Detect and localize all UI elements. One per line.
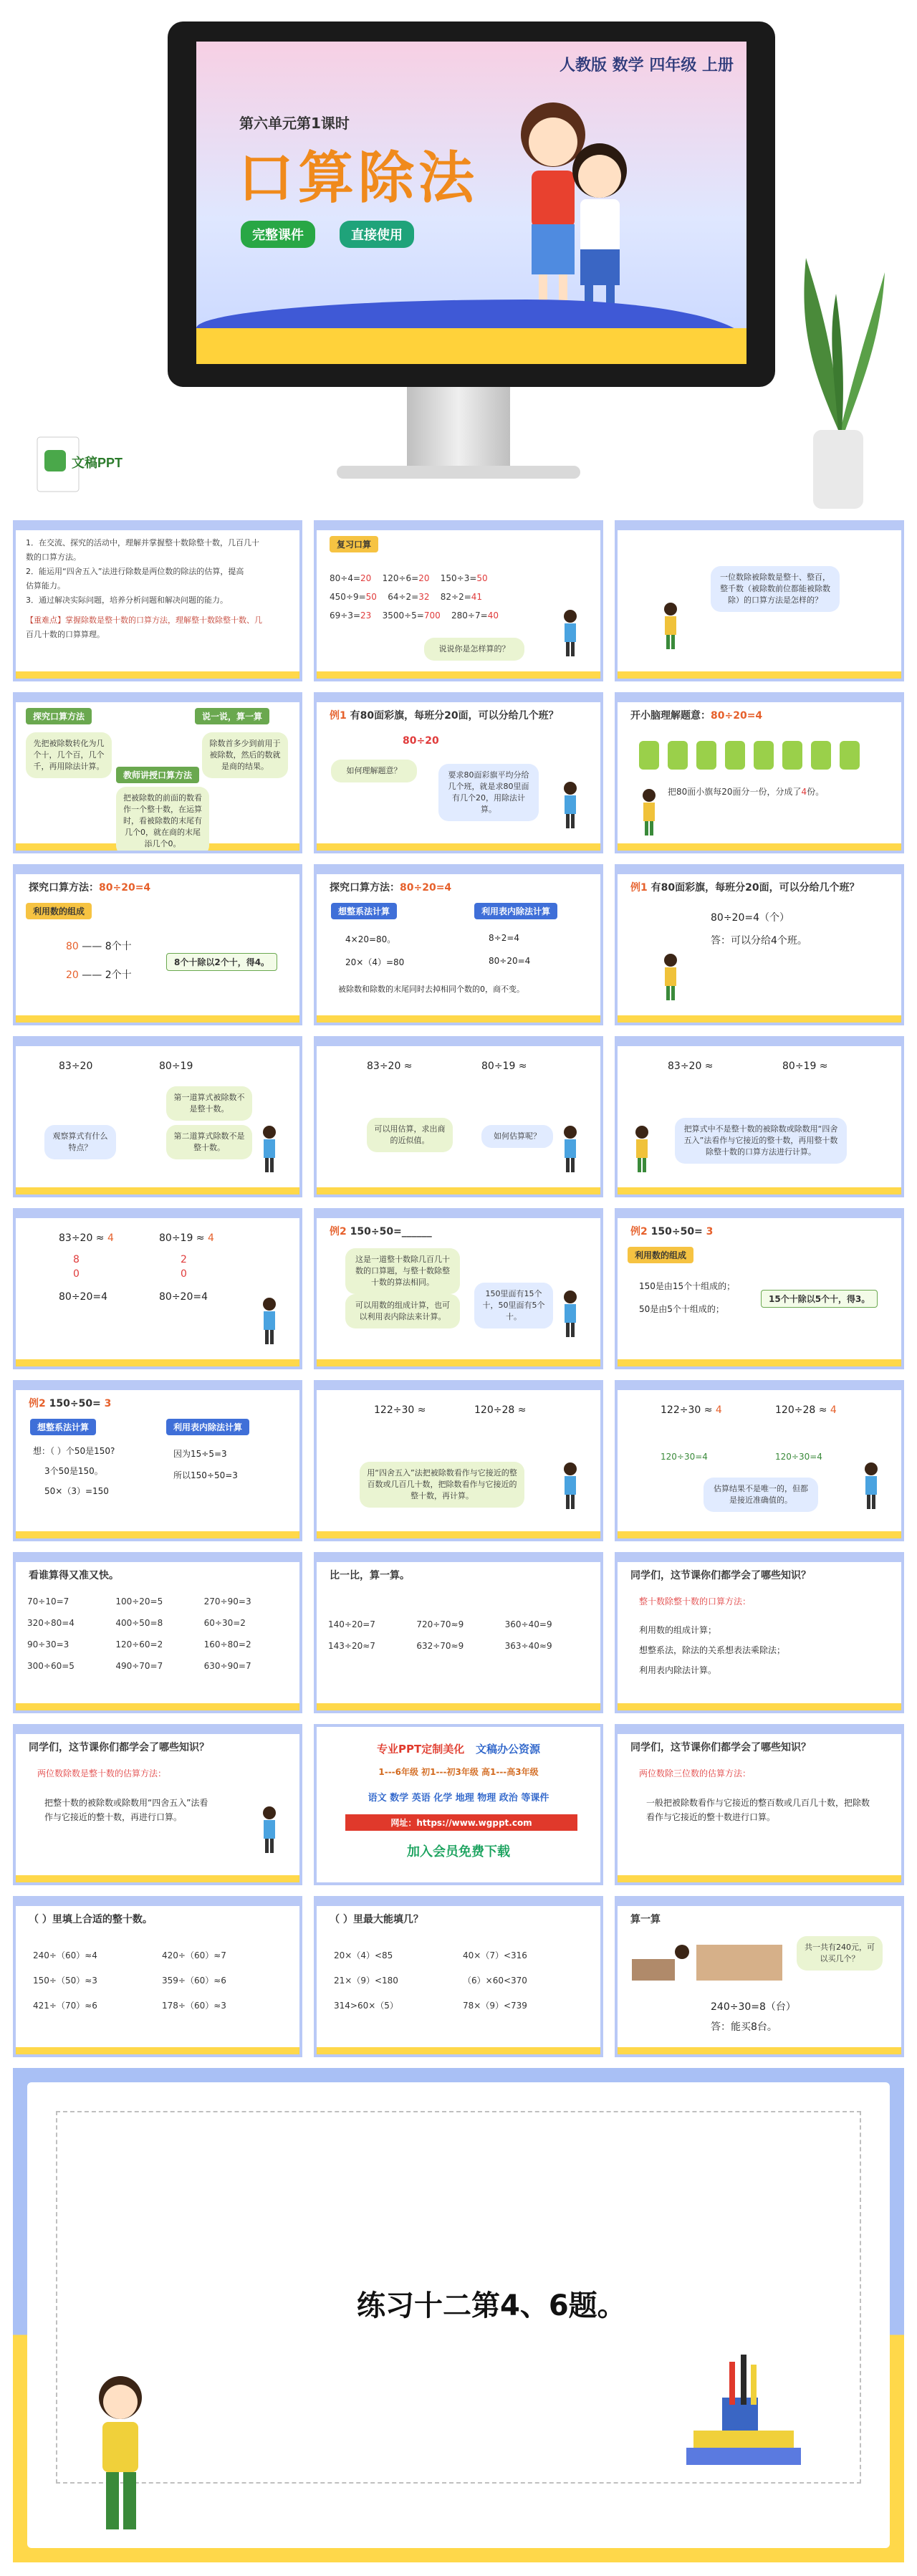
store-illustration <box>632 1930 797 1988</box>
answer-text: 答：可以分给4个班。 <box>711 935 807 947</box>
summary-note: 被除数和除数的末尾同时去掉相同个数的0，商不变。 <box>338 985 524 994</box>
section-tag: 利用数的组成 <box>26 903 92 919</box>
speech-bubble: 说说你是怎样算的？ <box>424 638 524 661</box>
lesson-title: 口算除法 <box>238 146 479 211</box>
equation: 80÷20 <box>403 735 439 747</box>
slide-fill-tens: （ ）里填上合适的整十数。 240÷（60）≈4 420÷（60）≈7 150÷（50）≈3 359÷（60）≈6 421÷（70）≈6 178÷（60）≈3 <box>13 1896 302 2057</box>
method-bubble: 把被除数的前面的数看作一个整十数，在运算时，看被除数的末尾有几个0，就在商的末尾添几个0。 <box>116 787 209 853</box>
section-tag: 探究口算方法 <box>26 708 92 724</box>
slide-example1: 例1 有80面彩旗，每班分20面，可以分给几个班？ 80÷20 如何理解题意？ 要求80面彩旗平均分给几个班，就是求80里面有几个20，用除法计算。 <box>314 692 603 853</box>
speech-bubble: 可以用估算，求出商的近似值。 <box>367 1118 453 1152</box>
speech-bubble: 第二道算式除数不是整十数。 <box>166 1125 252 1159</box>
student-icon <box>259 1125 279 1175</box>
student-icon <box>661 953 681 1003</box>
children-illustration <box>510 92 639 328</box>
slide-question <box>615 520 904 681</box>
student-icon <box>259 1297 279 1347</box>
student-icon <box>560 781 580 831</box>
wave-decoration-yellow <box>196 328 746 364</box>
student-icon <box>661 602 681 652</box>
method-bubble: 先把被除数转化为几个十，几个百，几个千，再用除法计算。 <box>26 732 112 778</box>
objective-line: 【重难点】掌握除数是整十数的口算方法，理解整十数除整十数、几 <box>26 616 262 625</box>
slide-three-digit-result: 122÷30 ≈ 4 120÷28 ≈ 4 120÷30=4 120÷30=4 估算结果不是唯一的，但都是接近准确值的。 <box>615 1380 904 1541</box>
badge-use: 直接使用 <box>340 221 414 248</box>
section-tag: 复习口算 <box>330 536 378 552</box>
slide-objectives <box>13 520 302 681</box>
slide-estimate-result: 83÷20 ≈ 4 80÷19 ≈ 4 8 0 2 0 80÷20=4 80÷20=4 <box>13 1208 302 1369</box>
unit-label: 第六单元第1课时 <box>239 115 350 132</box>
speech-bubble: 第一道算式被除数不是整十数。 <box>166 1086 252 1121</box>
section-tag: 说一说，算一算 <box>195 708 269 724</box>
student-icon <box>560 1290 580 1340</box>
explanation-box: 15个十除以5个十，得3。 <box>761 1290 878 1308</box>
speech-bubble: 用“四舍五入”法把被除数看作与它接近的整百数或几百几十数，把除数看作与它接近的整十数，再计算。 <box>360 1462 524 1508</box>
objective-line: 3．通过解决实际问题，培养分析问题和解决问题的能力。 <box>26 595 228 605</box>
speech-bubble: 可以用数的组成计算，也可以利用表内除法来计算。 <box>345 1294 460 1328</box>
objective-line: 2．能运用“四舍五入”法进行除数是两位数的除法的估算，提高 <box>26 567 244 576</box>
slide-compare-calc: 比一比，算一算。 140÷20=7 720÷70≈9 360÷40=9 143÷20≈7 632÷70≈9 363÷40≈9 <box>314 1552 603 1713</box>
homework-text: 练习十二第4、6题。 <box>357 2289 626 2322</box>
speech-bubble: 共一共有240元，可以买几个？ <box>797 1936 883 1971</box>
slide-composition: 探究口算方法：80÷20=4 利用数的组成 80 —— 8个十 20 —— 2个十 8个十除以2个十，得4。 <box>13 864 302 1025</box>
slide-estimate-intro: 83÷20 80÷19 第一道算式被除数不是整十数。 第二道算式除数不是整十数。 观察算式有什么特点？ <box>13 1036 302 1197</box>
student-icon <box>560 1125 580 1175</box>
website-link[interactable]: 网址：https://www.wgppt.com <box>345 1814 577 1831</box>
slide-summary3: 同学们，这节课你们都学会了哪些知识？ 两位数除三位数的估算方法： 一般把被除数看作与它接近的整百数或几百几十数，把除数看作与它接近的整十数进行口算。 <box>615 1724 904 1885</box>
slide-summary2: 同学们，这节课你们都学会了哪些知识？ 两位数除数是整十数的估算方法： 把整十数的被除数或除数用“四舍五入”法看作与它接近的整十数，再进行口算。 <box>13 1724 302 1885</box>
slide-method-compare: 探究口算方法：80÷20=4 想整系法计算 利用表内除法计算 4×20=80。 8÷2=4 20×（4）=80 80÷20=4 被除数和除数的末尾同时去掉相同个数的0，商不变。 <box>314 864 603 1025</box>
speech-bubble: 观察算式有什么特点？ <box>44 1125 116 1159</box>
slide-example1-answer: 例1 有80面彩旗，每班分20面，可以分给几个班？ 80÷20=4（个） 答：可以分给4个班。 <box>615 864 904 1025</box>
speech-bubble: 这是一道整十数除几百几十数的口算题，与整十数除整十数的算法相同。 <box>345 1248 460 1294</box>
slide-example2: 例2 150÷50=______ 这是一道整十数除几百几十数的口算题，与整十数除整十数的算法相同。 可以用数的组成计算，也可以利用表内除法来计算。 150里面有15个十，50里面有5个十。 <box>314 1208 603 1369</box>
student-icon <box>861 1462 881 1512</box>
objective-line: 数的口算方法。 <box>26 552 81 562</box>
slide-word-problem: 算一算 共一共有240元，可以买几个？ 240÷30=8（台） 答：能买8台。 <box>615 1896 904 2057</box>
monitor-base <box>337 466 580 479</box>
student-icon <box>560 609 580 659</box>
svg-text:文稿PPT: 文稿PPT <box>72 456 123 470</box>
slide-review: 复习口算 80÷4=20 120÷6=20 150÷3=50 450÷9=50 64÷2=32 82÷2=41 69÷3=23 3500÷5=700 280÷7=40 说说你是怎样算的？ <box>314 520 603 681</box>
slide-example2-composition: 例2 150÷50= 3 利用数的组成 150是由15个十组成的； 50是由5个十组成的； 15个十除以5个十，得3。 <box>615 1208 904 1369</box>
student-icon <box>639 788 659 838</box>
slide-summary1: 同学们，这节课你们都学会了哪些知识？ 整十数除整十数的口算方法： 利用数的组成计算； 想整系法，除法的关系想表法乘除法； 利用表内除法计算。 <box>615 1552 904 1713</box>
objective-line: 百几十数的口算算理。 <box>26 630 105 639</box>
slide-estimate-how: 83÷20 ≈ 80÷19 ≈ 可以用估算，求出商的近似值。 如何估算呢？ <box>314 1036 603 1197</box>
section-tag: 利用表内除法计算 <box>474 903 557 919</box>
slide-max-fill: （ ）里最大能填几？ 20×（4）<85 40×（7）<316 21×（9）<180 （6）×60<370 314>60×（5） 78×（9）<739 <box>314 1896 603 2057</box>
method-bubble: 除数首多少到前用于被除数，然后的数就是商的结果。 <box>202 732 288 778</box>
slide-explore-method <box>13 692 302 853</box>
monitor <box>168 21 775 387</box>
section-tag: 想整系法计算 <box>331 903 397 919</box>
explanation-box: 8个十除以2个十，得4。 <box>166 953 277 971</box>
slide-quick-calc: 看谁算得又准又快。 70÷10=7 100÷20=5 270÷90=3 320÷80=4 400÷50=8 60÷30=2 90÷30=3 120÷60=2 160÷80=2 300÷60=5 490÷70=7 630÷90=7 <box>13 1552 302 1713</box>
speech-bubble: 一位数除被除数是整十、整百，整千数（被除数前位都能被除数除）的口算方法是怎样的？ <box>711 566 840 612</box>
section-tag: 利用表内除法计算 <box>166 1419 249 1435</box>
objective-line: 1．在交流、探究的活动中，理解并掌握整十数除整十数，几百几十 <box>26 538 259 547</box>
section-tag: 利用数的组成 <box>628 1247 693 1263</box>
wengao-logo <box>34 430 135 499</box>
student-icon <box>560 1462 580 1512</box>
speech-bubble: 如何估算呢？ <box>481 1125 553 1148</box>
slide-understand: 开小脑理解题意：80÷20=4 把80面小旗每20面分一份，分成了4份。 <box>615 692 904 853</box>
equation: 80÷20=4（个） <box>711 912 789 924</box>
speech-bubble: 要求80面彩旗平均分给几个班，就是求80里面有几个20，用除法计算。 <box>438 764 539 821</box>
student-icon <box>632 1125 652 1175</box>
section-tag: 想整系法计算 <box>30 1419 96 1435</box>
speech-bubble: 如何理解题意？ <box>331 760 417 782</box>
speech-bubble: 150里面有15个十，50里面有5个十。 <box>474 1283 553 1328</box>
slide-homework <box>13 2068 904 2562</box>
speech-bubble: 估算结果不是唯一的，但都是接近准确值的。 <box>704 1478 818 1512</box>
monitor-stand <box>407 387 510 466</box>
speech-bubble: 把算式中不是整十数的被除数或除数用“四舍五入”法看作与它接近的整十数，再用整十数除整十数的口算方法进行计算。 <box>675 1118 847 1164</box>
girl-illustration <box>85 2369 156 2541</box>
slide-three-digit-estimate: 122÷30 ≈ 120÷28 ≈ 用“四舍五入”法把被除数看作与它接近的整百数或几百几十数，把除数看作与它接近的整十数，再计算。 <box>314 1380 603 1541</box>
cover-slide <box>196 42 746 364</box>
books-illustration <box>672 2355 815 2484</box>
slide-advertisement: 专业PPT定制美化 文稿办公资源 1---6年级 初1---初3年级 高1---高3年级 语文 数学 英语 化学 地理 物理 政治 等课件 网址：https://www.wgppt.com 加入会员免费下载 <box>314 1724 603 1885</box>
objective-line: 估算能力。 <box>26 581 65 590</box>
hero-banner <box>0 0 917 516</box>
badge-full: 完整课件 <box>241 221 315 248</box>
flags-illustration <box>639 738 883 774</box>
grade-label: 人教版 数学 四年级 上册 <box>560 57 734 75</box>
plant-illustration <box>784 215 892 516</box>
slide-estimate-rule: 83÷20 ≈ 80÷19 ≈ 把算式中不是整十数的被除数或除数用“四舍五入”法看作与它接近的整十数，再用整十数除整十数的口算方法进行计算。 <box>615 1036 904 1197</box>
student-icon <box>259 1806 279 1856</box>
slide-example2-methods: 例2 150÷50= 3 想整系法计算 利用表内除法计算 想：（ ）个50是150? 3个50是150。 50×（3）=150 因为15÷5=3 所以150÷50=3 <box>13 1380 302 1541</box>
section-tag: 教师讲授口算方法 <box>116 767 199 783</box>
